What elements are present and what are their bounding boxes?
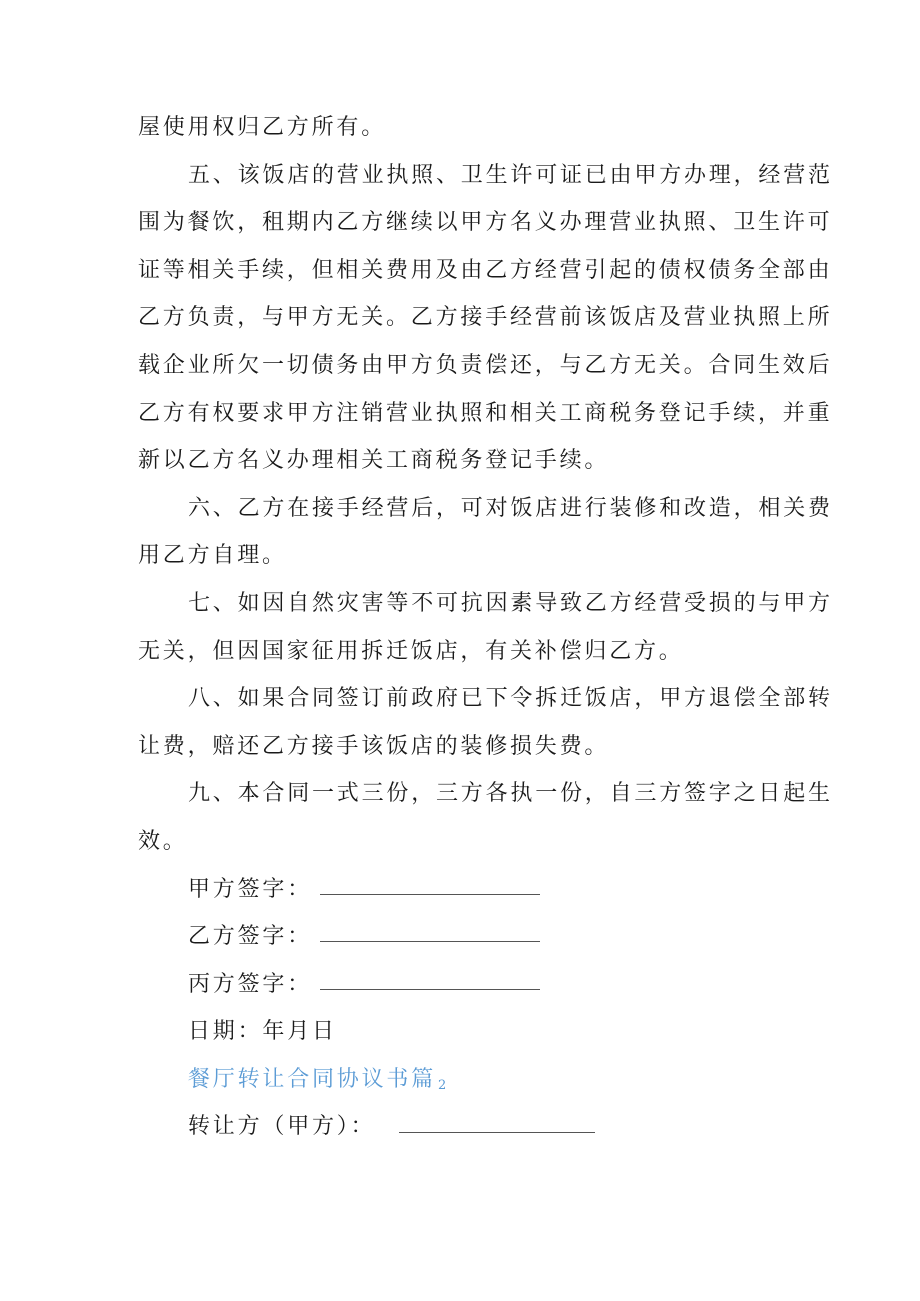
clause-5-line: 证等相关手续，但相关费用及由乙方经营引起的债权债务全部由 xyxy=(138,257,833,283)
party-c-signature-label: 丙方签字： xyxy=(188,971,313,997)
clause-9-line: 九、本合同一式三份，三方各执一份，自三方签字之日起生 xyxy=(188,781,833,807)
clause-6-line: 用乙方自理。 xyxy=(138,543,287,569)
date-line: 日期：年月日 xyxy=(188,1019,337,1045)
clause-5-line: 乙方有权要求甲方注销营业执照和相关工商税务登记手续，并重 xyxy=(138,400,833,426)
clause-6-line: 六、乙方在接手经营后，可对饭店进行装修和改造，相关费 xyxy=(188,495,833,521)
party-c-signature-field[interactable] xyxy=(320,973,540,990)
transferor-label: 转让方（甲方）： xyxy=(188,1114,376,1140)
clause-7-line: 无关，但因国家征用拆迁饭店，有关补偿归乙方。 xyxy=(138,638,684,664)
clause-7-line: 七、如因自然灾害等不可抗因素导致乙方经营受损的与甲方 xyxy=(188,590,833,616)
clause-5-line: 乙方负责，与甲方无关。乙方接手经营前该饭店及营业执照上所 xyxy=(138,305,833,331)
clause-5-line: 五、该饭店的营业执照、卫生许可证已由甲方办理，经营范 xyxy=(188,162,833,188)
contract-page xyxy=(138,104,833,1151)
paragraph-line: 屋使用权归乙方所有。 xyxy=(138,115,387,140)
party-a-signature-field[interactable] xyxy=(320,878,540,895)
party-b-signature-row xyxy=(138,913,788,961)
party-a-signature-row xyxy=(138,866,788,914)
clause-5-line: 围为餐饮，租期内乙方继续以甲方名义办理营业执照、卫生许可 xyxy=(138,210,833,236)
clause-5-line: 新以乙方名义办理相关工商税务登记手续。 xyxy=(138,448,610,474)
clause-8-line: 八、如果合同签订前政府已下令拆迁饭店，甲方退偿全部转 xyxy=(188,686,833,712)
clause-5-line: 载企业所欠一切债务由甲方负责偿还，与乙方无关。合同生效后 xyxy=(138,352,833,378)
next-section-title: 餐厅转让合同协议书篇 xyxy=(188,1066,437,1092)
next-section-number: 2 xyxy=(438,1077,447,1093)
transferor-field[interactable] xyxy=(399,1116,595,1133)
party-c-signature-row xyxy=(138,961,788,1009)
clause-9-line: 效。 xyxy=(138,828,188,854)
party-b-signature-field[interactable] xyxy=(320,925,540,942)
clause-8-line: 让费，赔还乙方接手该饭店的装修损失费。 xyxy=(138,733,610,759)
party-b-signature-label: 乙方签字： xyxy=(188,924,313,950)
transferor-row xyxy=(138,1103,788,1151)
party-a-signature-label: 甲方签字： xyxy=(188,876,313,902)
next-section-heading[interactable] xyxy=(138,1056,788,1104)
